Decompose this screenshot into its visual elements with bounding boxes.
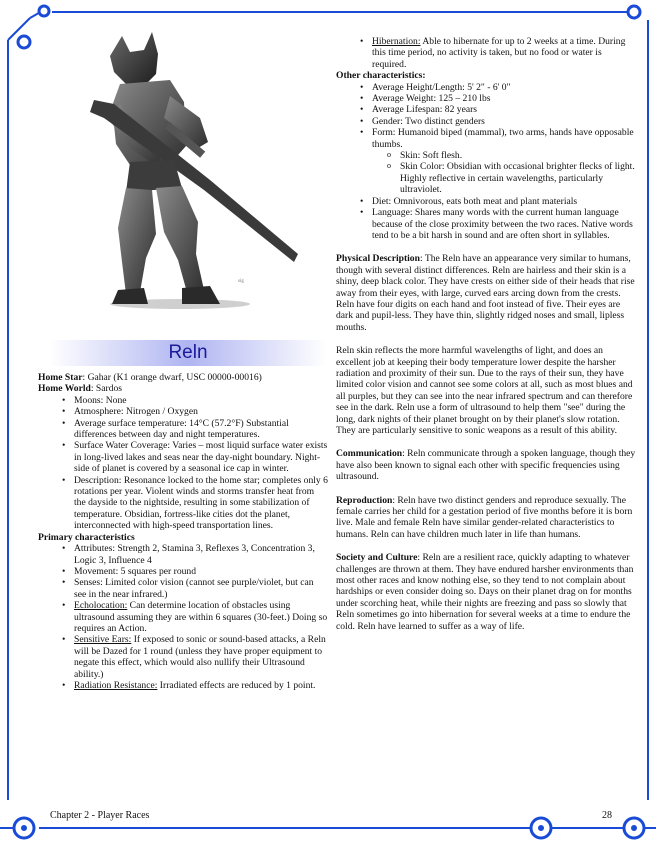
- home-world-list: [38, 395, 328, 532]
- echolocation-label: Echolocation:: [74, 600, 128, 612]
- society-text: : Reln are a resilient race, quickly adapting to whatever challenges are thrown at them. They have endured harsher environments than most other races and know nothing else, so they tend to not complain about hardships or even consider doing so. Days on their planet drag on for months under scorching heat, while their nights are freezing and pass so slowly that Reln sometimes go into hibernation for several weeks at a time to endure the cold. Reln have learned to suffer as a way of life.: [336, 552, 634, 632]
- other-characteristics-label: Other characteristics: [336, 70, 423, 82]
- hibernation-list: [336, 36, 636, 70]
- list-item: • Language: Shares many words with the current human language because of the close proximity between the two races. Native words tend to be a bit harsh in sound and are often short in syllables.: [372, 207, 636, 241]
- society-paragraph: [336, 552, 636, 632]
- list-item-hibernation: [372, 36, 636, 70]
- reproduction-paragraph: [336, 495, 636, 541]
- communication-text: : Reln communicate through a spoken language, though they have also been known to signal each other with specific frequencies using ultrasound.: [336, 448, 636, 483]
- physical-description-text: : The Reln have an appearance very similar to humans, though with several distinct differences. Reln are hairless and their skin is a shiny, deep black color. They have crests on either side of their heads that rise away from their eyes, with large, curved ears arcing down from the crests. Reln have four digits on each hand and foot instead of five. Their eyes are dark and pupil-less. They have thin, slightly ridged noses and small, lipless mouths.: [336, 253, 635, 333]
- communication-paragraph: [336, 448, 636, 482]
- list-item-sensitive-ears: [74, 634, 328, 680]
- list-item: o Skin: Soft flesh.: [400, 150, 636, 161]
- list-item-radiation-resistance: [74, 680, 328, 691]
- primary-characteristics-heading: Primary characteristics: [38, 531, 135, 543]
- list-item: • Average Lifespan: 82 years: [372, 104, 636, 115]
- hibernation-label: Hibernation:: [372, 36, 421, 47]
- home-world-value: : Sardos: [90, 383, 123, 395]
- list-item: • Diet: Omnivorous, eats both meat and plant materials: [372, 196, 636, 207]
- hibernation-text: Able to hibernate for up to 2 weeks at a time. During this time period, no activity is taken, but no food or water is required.: [372, 36, 626, 70]
- list-item-echolocation: [74, 600, 328, 634]
- home-world-line: [38, 383, 328, 394]
- reproduction-text: : Reln have two distinct genders and reproduce sexually. The female carries her child for a gestation period of five months before it is born live. Male and female Reln have similar gender-related characteristics to humans. Reln can have children much later in life than humans.: [336, 494, 633, 540]
- communication-label: Communication: [336, 448, 403, 460]
- list-item: • Average Weight: 125 – 210 lbs: [372, 93, 636, 104]
- reln-soldier-illustration: [60, 22, 322, 312]
- race-title: Reln: [50, 340, 326, 366]
- form-text: Form: Humanoid biped (mammal), two arms, hands have opposable thumbs.: [372, 127, 634, 150]
- form-sublist: [372, 150, 636, 196]
- list-item: • Average Height/Length: 5' 2" - 6' 0": [372, 82, 636, 93]
- list-item: • Average surface temperature: 14°C (57.2°F) Substantial differences between day and night temperatures.: [74, 418, 328, 441]
- list-item: o Skin Color: Obsidian with occasional brighter flecks of light. Highly reflective in certain wavelengths, particularly ultraviolet.: [400, 161, 636, 195]
- other-characteristics-list: [336, 82, 636, 242]
- left-column: [38, 372, 328, 691]
- list-item: • Atmosphere: Nitrogen / Oxygen: [74, 406, 328, 417]
- society-label: Society and Culture: [336, 552, 418, 564]
- home-star-line: [38, 372, 328, 383]
- list-item-form: [372, 127, 636, 195]
- list-item: • Surface Water Coverage: Varies – most liquid surface water exists in long-lived lakes and seas near the day-night boundary. Night-side of planet is covered by a seasonal ice cap in winter.: [74, 440, 328, 474]
- right-column: [336, 36, 636, 644]
- physical-description-label: Physical Description: [336, 253, 420, 265]
- chapter-footer: Chapter 2 - Player Races: [50, 810, 150, 821]
- list-item: • Gender: Two distinct genders: [372, 116, 636, 127]
- sensitive-ears-label: Sensitive Ears:: [74, 634, 132, 646]
- page-number: 28: [602, 810, 612, 821]
- list-item: • Attributes: Strength 2, Stamina 3, Reflexes 3, Concentration 3, Logic 3, Influence 4: [74, 543, 328, 566]
- sensitive-ears-text: If exposed to sonic or sound-based attacks, a Reln will be Dazed for 1 round (unless they have proper equipment to negate this effect, which would also nullify their Ultrasound ability.): [74, 634, 326, 680]
- list-item: • Movement: 5 squares per round: [74, 566, 328, 577]
- list-item: • Description: Resonance locked to the home star; completes only 6 rotations per year. Violent winds and storms transfer heat from the dayside to the nightside, resulting in some stabilization of temperature. Obsidian, fortress-like cities dot the planet, interconnected with high-speed transportation lines.: [74, 475, 328, 532]
- radiation-resistance-label: Radiation Resistance:: [74, 679, 158, 691]
- echolocation-text: Can determine location of obstacles using ultrasound assuming they are within 6 squares (30-feet.) Doing so requires an Action.: [74, 600, 328, 634]
- radiation-resistance-text: Irradiated effects are reduced by 1 point.: [157, 679, 316, 691]
- list-item: • Moons: None: [74, 395, 328, 406]
- skin-paragraph: Reln skin reflects the more harmful wavelengths of light, and does an excellent job at keeping their body temperature lower despite the harsher radiation and proximity of their sun. Due to the rays of their sun, they have limited color vision and cannot see some colors at all, such as most blues and all purples, but they can see into the near infrared spectrum and can therefore see in the dark. Reln use a form of ultrasound to help them "see" during the long, dark nights of their planet brought on by their planet's slow rotation. They are particularly sensitive to sonic weapons as a result of this ability.: [336, 345, 633, 436]
- svg-text:sig: sig: [238, 279, 244, 284]
- primary-characteristics-list: [38, 543, 328, 691]
- home-star-label: Home Star: [38, 372, 83, 383]
- physical-description-paragraph: [336, 253, 636, 333]
- home-world-label: Home World: [38, 383, 91, 395]
- home-star-value: : Gahar (K1 orange dwarf, USC 00000-00016): [82, 372, 262, 383]
- reproduction-label: Reproduction: [336, 494, 393, 506]
- other-characteristics-heading: Other characteristics:: [336, 70, 426, 82]
- list-item: • Senses: Limited color vision (cannot see purple/violet, but can see in the near infrared.): [74, 577, 328, 600]
